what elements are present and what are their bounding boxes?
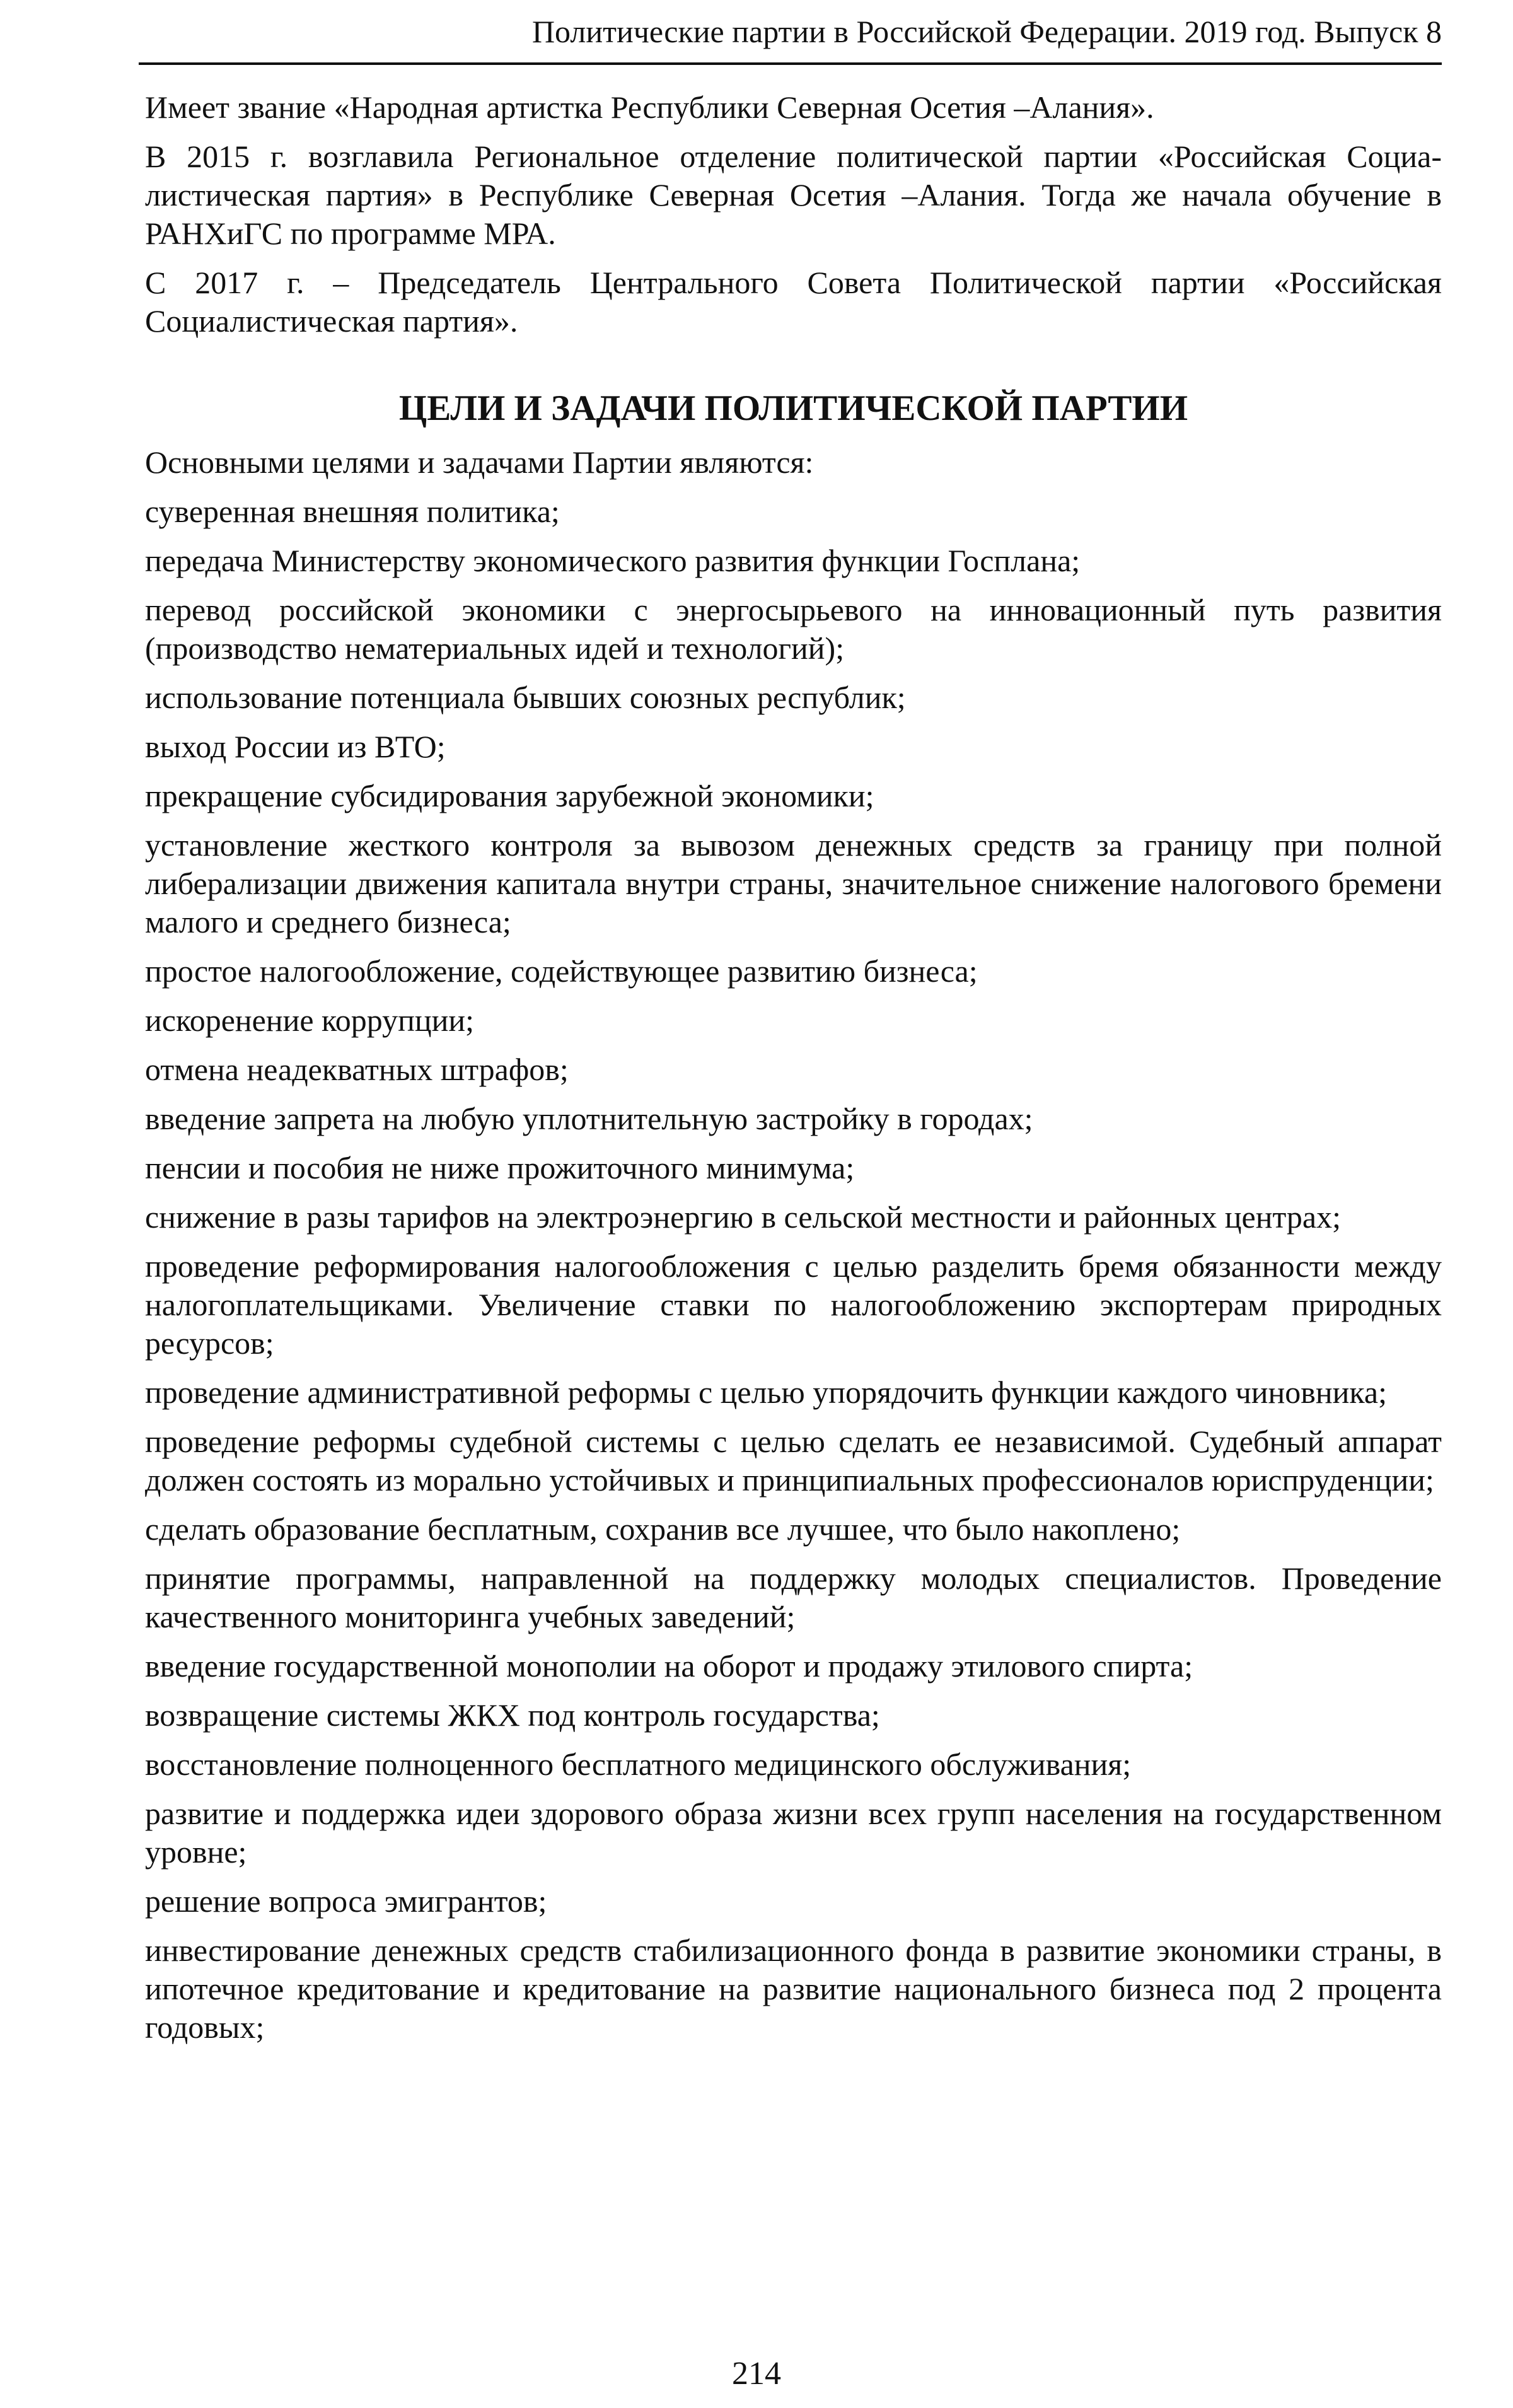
- goal-item: отмена неадекватных штрафов;: [145, 1052, 569, 1087]
- goal-item: использование потенциала бывших союзных республик;: [145, 680, 906, 715]
- goal-item: проведение реформирования налогообложения с целью разделить бремя обязанности между налогоплательщиками. Увеличение ставки по налогообложению экспортерам природных ресурсов;: [145, 1248, 1442, 1361]
- bio-paragraph: Имеет звание «Народная артистка Республики Северная Осетия –Алания».: [145, 90, 1154, 125]
- goal-item: искоренение коррупции;: [145, 1003, 475, 1038]
- goal-item: суверенная внешняя политика;: [145, 494, 560, 529]
- goal-item: прекращение субсидирования зарубежной экономики;: [145, 778, 874, 813]
- body-text: [145, 88, 1442, 2057]
- goal-item: сделать образование бесплатным, сохранив все лучшее, что было накоплено;: [145, 1511, 1181, 1547]
- goal-item: выход России из ВТО;: [145, 729, 446, 764]
- section-heading: ЦЕЛИ И ЗАДАЧИ ПОЛИТИЧЕСКОЙ ПАРТИИ: [398, 388, 1188, 428]
- goal-item: проведение реформы судебной системы с целью сделать ее независимой. Судебный аппарат должен состоять из морально устойчивых и принципиальных профессионалов юриспруденции;: [145, 1424, 1442, 1498]
- goal-item: установление жесткого контроля за вывозом денежных средств за границу при полной либерализации движения капитала внутри страны, значительное снижение налогового бремени малого и среднего бизнеса;: [145, 827, 1442, 939]
- goal-item: развитие и поддержка идеи здорового образа жизни всех групп населения на государственном уровне;: [145, 1796, 1442, 1870]
- goal-item: пенсии и пособия не ниже прожиточного минимума;: [145, 1150, 855, 1185]
- goal-item: возвращение системы ЖКХ под контроль государства;: [145, 1697, 880, 1733]
- goal-item: передача Министерству экономического развития функции Госплана;: [145, 543, 1081, 578]
- section-intro: Основными целями и задачами Партии являются:: [145, 445, 814, 480]
- bio-paragraph: С 2017 г. – Председатель Центрального Совета Политической партии «Российская Социалистическая партия».: [145, 265, 1442, 339]
- goal-item: восстановление полноценного бесплатного медицинского обслуживания;: [145, 1747, 1132, 1782]
- running-header: Политические партии в Российской Федерации. 2019 год. Выпуск 8: [531, 14, 1442, 49]
- goal-item: введение государственной монополии на оборот и продажу этилового спирта;: [145, 1648, 1193, 1684]
- goal-item: инвестирование денежных средств стабилизационного фонда в развитие экономики страны, в ипотечное кредитование и кредитование на развитие национального бизнеса под 2 процента годовых;: [145, 1933, 1442, 2045]
- goal-item: решение вопроса эмигрантов;: [145, 1883, 547, 1919]
- header-rule: [139, 62, 1442, 65]
- bio-paragraph: В 2015 г. возглавила Региональное отделение политической партии «Российская Социалистическая партия» в Республике Северная Осетия –Алания. Тогда же начала обучение в РАНХиГС по программе МРА.: [145, 139, 1442, 251]
- goal-item: введение запрета на любую уплотнительную застройку в городах;: [145, 1101, 1033, 1136]
- goal-item: снижение в разы тарифов на электроэнергию в сельской местности и районных центрах;: [145, 1199, 1341, 1235]
- goal-item: принятие программы, направленной на поддержку молодых специалистов. Проведение качественного мониторинга учебных заведений;: [145, 1561, 1442, 1634]
- goal-item: проведение административной реформы с целью упорядочить функции каждого чиновника;: [145, 1375, 1388, 1410]
- goal-item: перевод российской экономики с энергосырьевого на инновационный путь развития (производство нематериальных идей и технологий);: [145, 592, 1442, 666]
- goal-item: простое налогообложение, содействующее развитию бизнеса;: [145, 953, 978, 989]
- goals-list: [145, 492, 1442, 2047]
- page-number: 214: [732, 2356, 781, 2392]
